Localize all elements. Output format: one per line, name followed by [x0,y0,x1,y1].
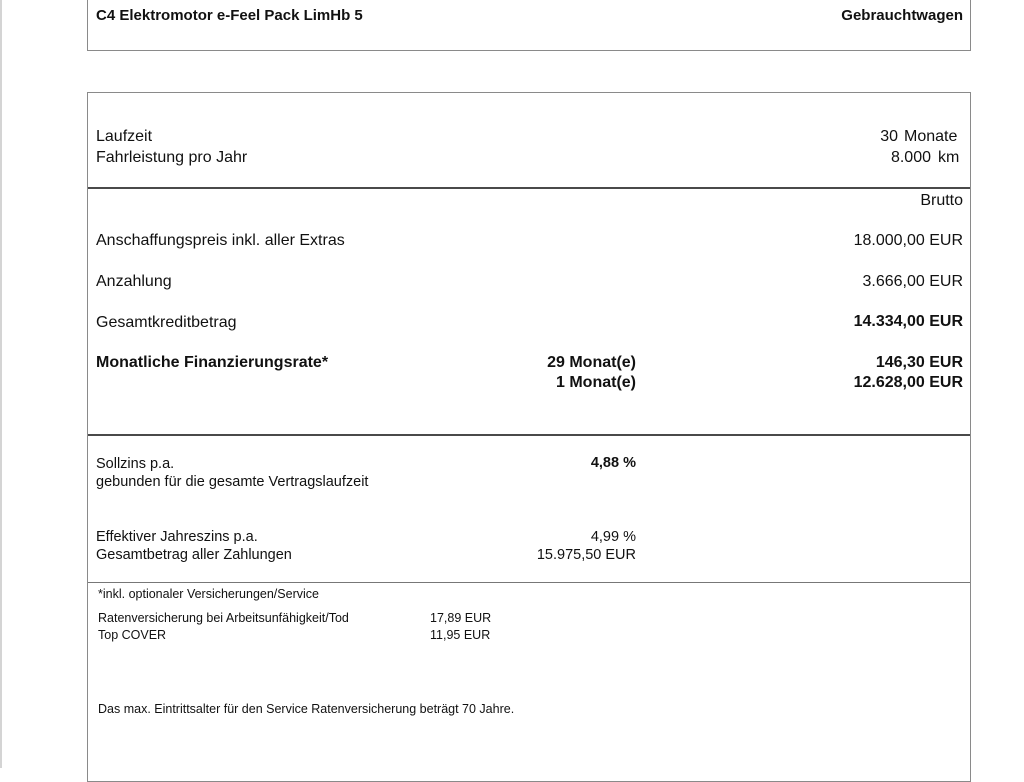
mileage-value: 8.000 [890,149,931,166]
total-payments-value: 15.975,50 EUR [536,547,636,563]
insurance-age-note: Das max. Eintrittsalter für den Service Ratenversicherung beträgt 70 Jahre. [98,702,515,716]
duration-label: Laufzeit [96,128,153,145]
insurance-item-value: 11,95 EUR [430,628,491,642]
purchase-price-label: Anschaffungspreis inkl. aller Extras [96,232,345,249]
rate-value-last: 12.628,00 EUR [853,374,963,391]
rate-months-last: 1 Monat(e) [556,374,636,391]
mileage-unit: km [938,149,960,166]
effective-rate-value: 4,99 % [590,529,636,545]
section-divider [88,187,970,189]
total-credit-label: Gesamtkreditbetrag [96,314,237,331]
page-edge [0,0,2,768]
down-payment-label: Anzahlung [96,273,172,290]
nominal-rate-note: gebunden für die gesamte Vertragslaufzeit [96,474,369,490]
rate-value-first: 146,30 EUR [875,354,963,371]
brutto-header: Brutto [920,192,963,209]
insurance-item-label: Top COVER [98,628,167,642]
section-divider [88,434,970,436]
financing-details [87,92,971,782]
section-divider [88,582,970,583]
monthly-rate-label: Monatliche Finanzierungsrate* [96,354,329,371]
total-payments-label: Gesamtbetrag aller Zahlungen [96,547,292,563]
vehicle-condition: Gebrauchtwagen [841,7,963,24]
mileage-label: Fahrleistung pro Jahr [96,149,248,166]
insurance-heading: *inkl. optionaler Versicherungen/Service [98,587,319,601]
total-credit-value: 14.334,00 EUR [853,313,963,330]
purchase-price-value: 18.000,00 EUR [853,232,963,249]
nominal-rate-value: 4,88 % [590,455,636,471]
vehicle-model: C4 Elektromotor e-Feel Pack LimHb 5 [96,7,363,24]
down-payment-value: 3.666,00 EUR [862,273,963,290]
nominal-rate-label: Sollzins p.a. [96,456,175,472]
duration-value: 30 [880,128,898,145]
insurance-item-label: Ratenversicherung bei Arbeitsunfähigkeit/Tod [98,611,349,625]
insurance-item-value: 17,89 EUR [430,611,492,625]
rate-months-first: 29 Monat(e) [547,354,636,371]
duration-unit: Monate [904,128,958,145]
effective-rate-label: Effektiver Jahreszins p.a. [96,529,258,545]
vehicle-header [87,0,971,51]
